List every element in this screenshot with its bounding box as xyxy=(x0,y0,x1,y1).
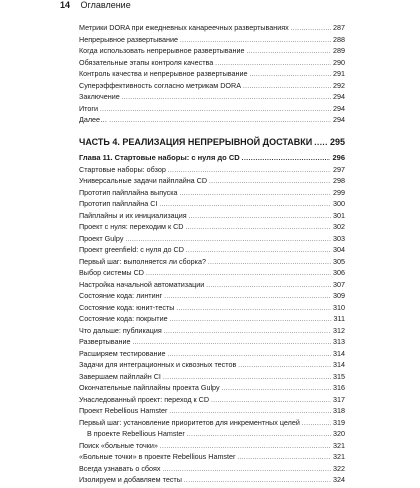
toc-entry-title: Состояние кода: линтинг xyxy=(79,291,163,300)
toc-entry-page: 321 xyxy=(333,440,345,450)
toc-entry-page: 324 xyxy=(333,475,345,484)
toc-entry-title: Проект Rebellious Hamster xyxy=(79,406,168,415)
toc-entry-page: 319 xyxy=(333,417,345,427)
toc-entry-page: 305 xyxy=(333,256,345,266)
toc-entry[interactable] xyxy=(79,371,345,383)
chapter-entries xyxy=(79,164,345,486)
toc-entry-title: Универсальные задачи пайплайна CD xyxy=(79,176,208,185)
toc-entry-page: 315 xyxy=(333,371,345,381)
toc-entry[interactable] xyxy=(79,463,345,475)
dot-leader xyxy=(100,105,331,117)
toc-entry[interactable] xyxy=(79,279,345,291)
dot-leader xyxy=(209,177,331,189)
toc-entry-page: 299 xyxy=(333,187,345,197)
toc-entry-page: 290 xyxy=(333,57,345,67)
toc-entry-page: 304 xyxy=(333,245,345,254)
dot-leader xyxy=(109,116,331,128)
toc-entry-title: Итоги xyxy=(79,103,99,113)
chapter-heading[interactable] xyxy=(79,152,345,164)
toc-entry-page: 314 xyxy=(333,360,345,369)
toc-entry[interactable] xyxy=(79,210,345,222)
dot-leader xyxy=(238,361,331,373)
toc-entry-title: Первый шаг: установление приоритетов для инкрементных целей xyxy=(79,417,300,427)
toc-entry-page: 307 xyxy=(333,279,345,289)
dot-leader xyxy=(302,419,331,431)
toc-entry-title: Проект greenfield: с нуля до CD xyxy=(79,245,184,254)
dot-leader xyxy=(237,453,331,465)
dot-leader xyxy=(211,396,331,408)
toc-entry-title: «Больные точки» в проекте Rebellious Hamster xyxy=(79,452,236,461)
toc-entry[interactable] xyxy=(79,359,345,371)
toc-entry-page: 294 xyxy=(333,115,345,124)
toc-entry-page: 287 xyxy=(333,23,345,32)
toc-entry[interactable] xyxy=(79,405,345,417)
dot-leader xyxy=(208,258,331,270)
part-heading[interactable] xyxy=(79,135,345,149)
toc-entry-page: 309 xyxy=(333,291,345,300)
toc-entry-page: 316 xyxy=(333,383,345,392)
dot-leader xyxy=(164,292,331,304)
toc-entry-page: 298 xyxy=(333,176,345,185)
toc-entry-page: 318 xyxy=(333,406,345,415)
toc-entry-page: 320 xyxy=(333,429,345,438)
toc-entry-title: Контроль качества и непрерывное развертывание xyxy=(79,69,248,78)
toc-entry-title: Развертывание xyxy=(79,337,131,346)
toc-entry-page: 289 xyxy=(333,46,345,55)
toc-entry-title: Завершаем пайплайн CI xyxy=(79,371,161,381)
toc-entry-page: 313 xyxy=(333,337,345,346)
chapter-title: Глава 11. Стартовые наборы: с нуля до CD xyxy=(79,152,240,162)
toc-entry-page: 312 xyxy=(333,325,345,335)
toc-entry-title: Заключение xyxy=(79,92,120,101)
toc-entry-page: 317 xyxy=(333,394,345,404)
toc-entry-title: Изолируем и добавляем тесты xyxy=(79,475,182,484)
dot-leader xyxy=(186,223,332,235)
toc-entry-page: 302 xyxy=(333,222,345,231)
toc-entry[interactable] xyxy=(79,164,345,176)
dot-leader xyxy=(206,281,331,293)
toc-entry-title: Состояние кода: юнит-тесты xyxy=(79,302,175,312)
toc-entry-title: Поиск «больные точки» xyxy=(79,440,158,450)
toc-entry[interactable] xyxy=(79,267,345,279)
toc-entry[interactable] xyxy=(79,22,345,34)
toc-entry-title: Метрики DORA при ежедневных канареечных развертываниях xyxy=(79,23,289,32)
dot-leader xyxy=(249,70,331,82)
toc-entry[interactable] xyxy=(79,290,345,302)
dot-leader xyxy=(164,327,331,339)
toc-entry[interactable] xyxy=(79,187,345,199)
toc-entry[interactable] xyxy=(79,45,345,57)
dot-leader xyxy=(176,304,331,316)
toc-entry-page: 294 xyxy=(333,92,345,101)
toc-entry-page: 291 xyxy=(333,69,345,78)
toc-entry-page: 301 xyxy=(333,210,345,220)
toc-entry-page: 303 xyxy=(333,233,345,243)
toc-entry-page: 322 xyxy=(333,463,345,473)
toc-entry-title: Стартовые наборы: обзор xyxy=(79,164,166,174)
toc-entry-page: 321 xyxy=(333,452,345,461)
dot-leader xyxy=(222,384,331,396)
part-title: ЧАСТЬ 4. РЕАЛИЗАЦИЯ НЕПРЕРЫВНОЙ ДОСТАВКИ xyxy=(79,136,313,147)
toc-entry-title: Суперэффективность согласно метрикам DORA xyxy=(79,80,241,90)
toc-entry[interactable] xyxy=(79,440,345,452)
part-page: 295 xyxy=(329,136,345,147)
dot-leader xyxy=(170,315,332,327)
toc-entry-title: Непрерывное развертывание xyxy=(79,34,178,44)
toc-entry-page: 311 xyxy=(333,314,345,323)
toc-entry[interactable] xyxy=(79,233,345,245)
toc-entry-title: Прототип пайплайна выпуска xyxy=(79,187,178,197)
dot-leader xyxy=(314,136,328,150)
dot-leader xyxy=(122,93,331,105)
toc-entry[interactable] xyxy=(79,221,345,233)
toc-entry-title: Что дальше: публикация xyxy=(79,325,162,335)
toc-entry-title: Окончательные пайплайны проекта Gulpy xyxy=(79,383,220,392)
toc-entry-title: Проект Gulpy xyxy=(79,233,124,243)
toc-entry-page: 288 xyxy=(333,34,345,44)
toc-entry[interactable] xyxy=(79,91,345,103)
page-header xyxy=(60,0,420,12)
toc-entry-title: Настройка начальной автоматизации xyxy=(79,279,205,289)
toc-entry-title: В проекте Rebellious Hamster xyxy=(87,429,185,438)
dot-leader xyxy=(189,212,331,224)
dot-leader xyxy=(187,430,331,442)
page-number: 14 xyxy=(60,0,71,10)
toc-entry-title: Когда использовать непрерывное развертывание xyxy=(79,46,245,55)
toc-entry[interactable] xyxy=(79,394,345,406)
chapter-page: 296 xyxy=(332,152,345,162)
toc-entry-title: Обязательные этапы контроля качества xyxy=(79,57,214,67)
toc-entry-title: Унаследованный проект: переход к CD xyxy=(79,394,210,404)
toc-entry[interactable] xyxy=(79,428,345,440)
table-of-contents xyxy=(79,22,345,486)
toc-entry-page: 300 xyxy=(333,199,345,208)
dot-leader xyxy=(186,246,331,258)
dot-leader xyxy=(184,476,331,488)
toc-entry[interactable] xyxy=(79,68,345,80)
toc-entry-page: 294 xyxy=(333,103,345,113)
toc-entry-title: Проект с нуля: переходим к CD xyxy=(79,222,184,231)
dot-leader xyxy=(243,82,331,94)
toc-entry[interactable] xyxy=(79,417,345,429)
toc-entry-page: 292 xyxy=(333,80,345,90)
toc-entry[interactable] xyxy=(79,336,345,348)
toc-entry[interactable] xyxy=(79,114,345,126)
toc-entry-title: Всегда узнавать о сбоях xyxy=(79,463,161,473)
toc-entry[interactable] xyxy=(79,325,345,337)
toc-entry-page: 306 xyxy=(333,268,345,277)
toc-entry-title: Состояние кода: покрытие xyxy=(79,314,168,323)
toc-entry[interactable] xyxy=(79,198,345,210)
toc-entry[interactable] xyxy=(79,57,345,69)
toc-entry[interactable] xyxy=(79,103,345,115)
toc-entry[interactable] xyxy=(79,313,345,325)
toc-entry[interactable] xyxy=(79,34,345,46)
toc-entry[interactable] xyxy=(79,348,345,360)
toc-entry-page: 297 xyxy=(333,164,345,174)
toc-entry-title: Пайплайны и их инициализация xyxy=(79,210,187,220)
toc-entry[interactable] xyxy=(79,256,345,268)
toc-entry-title: Прототип пайплайна CI xyxy=(79,199,158,208)
toc-entry[interactable] xyxy=(79,302,345,314)
dot-leader xyxy=(242,153,331,165)
toc-entry[interactable] xyxy=(79,474,345,486)
toc-entry[interactable] xyxy=(79,382,345,394)
dot-leader xyxy=(180,189,332,201)
toc-entry[interactable] xyxy=(79,244,345,256)
toc-entry-page: 310 xyxy=(333,302,345,312)
toc-entry-title: Расширяем тестирование xyxy=(79,348,166,358)
dot-leader xyxy=(247,47,331,59)
running-title: Оглавление xyxy=(80,0,131,10)
dot-leader xyxy=(291,24,331,36)
toc-entry[interactable] xyxy=(79,451,345,463)
toc-entry-title: Первый шаг: выполняется ли сборка? xyxy=(79,256,206,266)
toc-entry-title: Далее… xyxy=(79,115,108,124)
top-entries xyxy=(79,22,345,126)
toc-entry[interactable] xyxy=(79,80,345,92)
toc-entry[interactable] xyxy=(79,175,345,187)
toc-entry-page: 314 xyxy=(333,348,345,358)
toc-entry-title: Выбор системы CD xyxy=(79,268,144,277)
toc-entry-title: Задачи для интеграционных и сквозных тестов xyxy=(79,360,237,369)
dot-leader xyxy=(163,465,331,477)
